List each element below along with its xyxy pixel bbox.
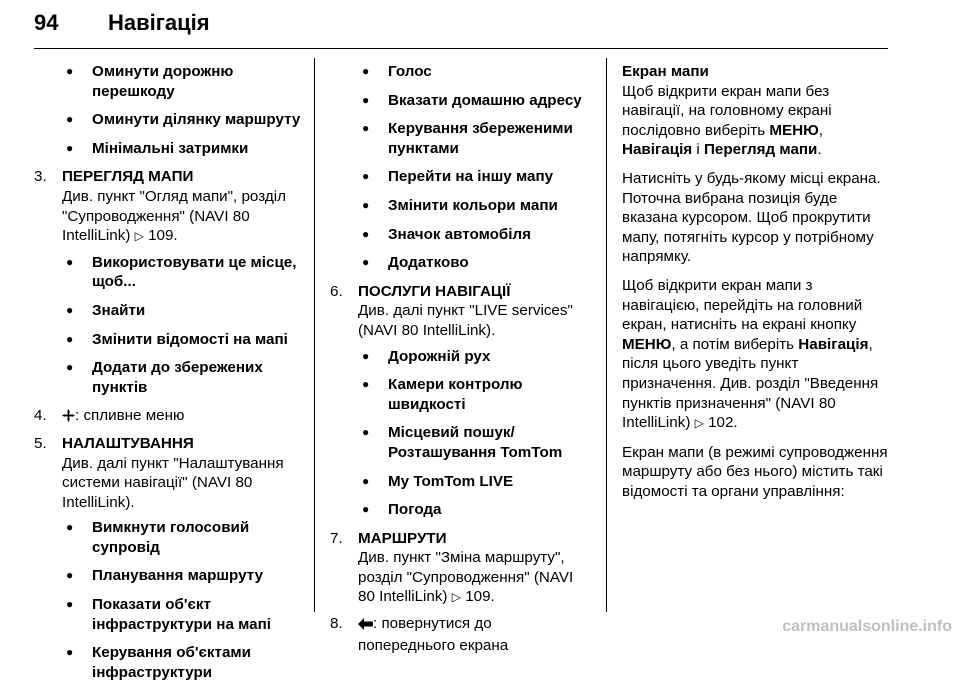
bullet-manage-poi: ● Керування об'єктами інфраструктури: [34, 643, 304, 682]
bullet-avoid-obstacle: ● Оминути дорожню перешкоду: [34, 62, 304, 101]
item-6-number: 6.: [330, 282, 343, 300]
section-title: Навігація: [108, 10, 210, 35]
item-7-desc: [358, 548, 592, 608]
item-7-title: МАРШРУТИ: [358, 529, 447, 547]
paragraph-4: Екран мапи (в режимі супроводження маршруту або без нього) містить такі відомості та органи управління:: [622, 443, 888, 500]
bullet-avoid-route-part: ● Оминути ділянку маршруту: [34, 110, 304, 130]
page-header: [34, 8, 888, 50]
item-4-text: : спливне меню: [75, 407, 185, 425]
p1-menu: МЕНЮ: [769, 121, 819, 139]
bullet-show-poi: ● Показати об'єкт інфраструктури на мапі: [34, 595, 304, 634]
column-2: [330, 62, 592, 655]
paragraph-1: [622, 82, 892, 160]
item-5-title: НАЛАШТУВАННЯ: [62, 434, 194, 452]
item-7-number: 7.: [330, 529, 343, 547]
item-3-desc: [62, 187, 304, 247]
item-3-ref: 109.: [148, 227, 178, 245]
item-8-number: 8.: [330, 615, 343, 633]
header-rule: [34, 48, 888, 49]
p1-text-e: .: [817, 141, 822, 159]
paragraph-2: Натисніть у будь-якому місці екрана. Поточна вибрана позиція буде вказана курсором. Щоб прокрутити мапу, потягніть курсор у потрібному напрямку.: [622, 169, 881, 266]
page-number: 94: [34, 10, 59, 35]
bullet-my-tomtom: ● My TomTom LIVE: [330, 472, 592, 492]
bullet-add-saved: ● Додати до збережених пунктів: [34, 358, 304, 397]
bullet-map-colors: ● Змінити кольори мапи: [330, 196, 592, 216]
column-1: [34, 62, 304, 691]
p1-map-view: Перегляд мапи: [704, 141, 818, 159]
item-7-desc-text: Див. пункт "Зміна маршруту", розділ "Супроводження" (NAVI 80 IntelliLink): [358, 549, 574, 606]
column-divider-2: [606, 58, 607, 612]
item-5: [34, 434, 304, 512]
item-3-number: 3.: [34, 168, 47, 186]
ref-arrow-icon: ▷: [134, 229, 144, 244]
p1-text-d: і: [692, 141, 704, 159]
bullet-traffic: ● Дорожній рух: [330, 347, 592, 367]
bullet-other-map: ● Перейти на іншу мапу: [330, 167, 592, 187]
column-3: [622, 62, 892, 510]
paragraph-3: [622, 276, 892, 434]
item-3: [34, 167, 304, 246]
p1-text-c: ,: [818, 121, 824, 139]
back-arrow-icon: [358, 616, 373, 636]
item-5-desc: Див. далі пункт "Налаштування системи навігації" (NAVI 80 IntelliLink).: [62, 454, 284, 511]
item-5-number: 5.: [34, 434, 47, 452]
column-divider-1: [314, 58, 315, 612]
bullet-find: ● Знайти: [34, 301, 304, 321]
bullet-advanced: ● Додатково: [330, 253, 592, 273]
p1-text-a: Щоб відкрити екран мапи без навігації, на головному екрані послідовно виберіть: [622, 82, 832, 139]
p3-menu: МЕНЮ: [622, 335, 672, 353]
plus-cross-icon: [62, 408, 75, 428]
ref-arrow-icon: ▷: [451, 590, 461, 605]
p3-navigation: Навігація: [798, 335, 869, 353]
bullet-weather: ● Погода: [330, 500, 592, 520]
p3-text-c: , а потім виберіть: [671, 335, 799, 353]
bullet-route-planning: ● Планування маршруту: [34, 566, 304, 586]
map-screen-heading: Екран мапи: [622, 63, 709, 80]
bullet-home-address: ● Вказати домашню адресу: [330, 91, 592, 111]
bullet-car-icon: ● Значок автомобіля: [330, 225, 592, 245]
bullet-local-search: ● Місцевий пошук/ Розташування TomTom: [330, 423, 592, 462]
p3-ref: 102.: [708, 414, 738, 432]
item-6: [330, 282, 592, 341]
bullet-use-place: ● Використовувати це місце, щоб...: [34, 253, 304, 292]
item-7-ref: 109.: [465, 588, 495, 606]
p1-navigation: Навігація: [622, 141, 693, 159]
p3-text-d: , після цього уведіть пункт призначення. Див. розділ "Введення пунктів призначення" (NAVI 80 IntelliLink): [622, 335, 879, 432]
item-7: [330, 529, 592, 608]
item-6-title: ПОСЛУГИ НАВІГАЦІЇ: [358, 282, 511, 300]
bullet-manage-saved: ● Керування збереженими пунктами: [330, 119, 592, 158]
item-8-text: : повернутися до попереднього екрана: [358, 615, 509, 654]
ref-arrow-icon: ▷: [694, 416, 704, 431]
bullet-voice-off: ● Вимкнути голосовий супровід: [34, 518, 304, 557]
bullet-voice: ● Голос: [330, 62, 592, 82]
item-3-desc-text: Див. пункт "Огляд мапи", розділ "Супроводження" (NAVI 80 IntelliLink): [62, 187, 286, 245]
item-8: [330, 614, 592, 655]
item-4: [34, 406, 304, 428]
bullet-change-map-info: ● Змінити відомості на мапі: [34, 330, 304, 350]
item-6-desc: Див. далі пункт "LIVE services" (NAVI 80 IntelliLink).: [358, 302, 573, 339]
watermark: carmanualsonline.info: [782, 618, 952, 635]
item-4-number: 4.: [34, 407, 47, 425]
bullet-min-delays: ● Мінімальні затримки: [34, 139, 304, 159]
p3-text-a: Щоб відкрити екран мапи з навігацією, перейдіть на головний екран, натисніть на екрані кнопку: [622, 276, 863, 334]
bullet-speed-cameras: ● Камери контролю швидкості: [330, 375, 592, 414]
item-3-title: ПЕРЕГЛЯД МАПИ: [62, 168, 194, 186]
